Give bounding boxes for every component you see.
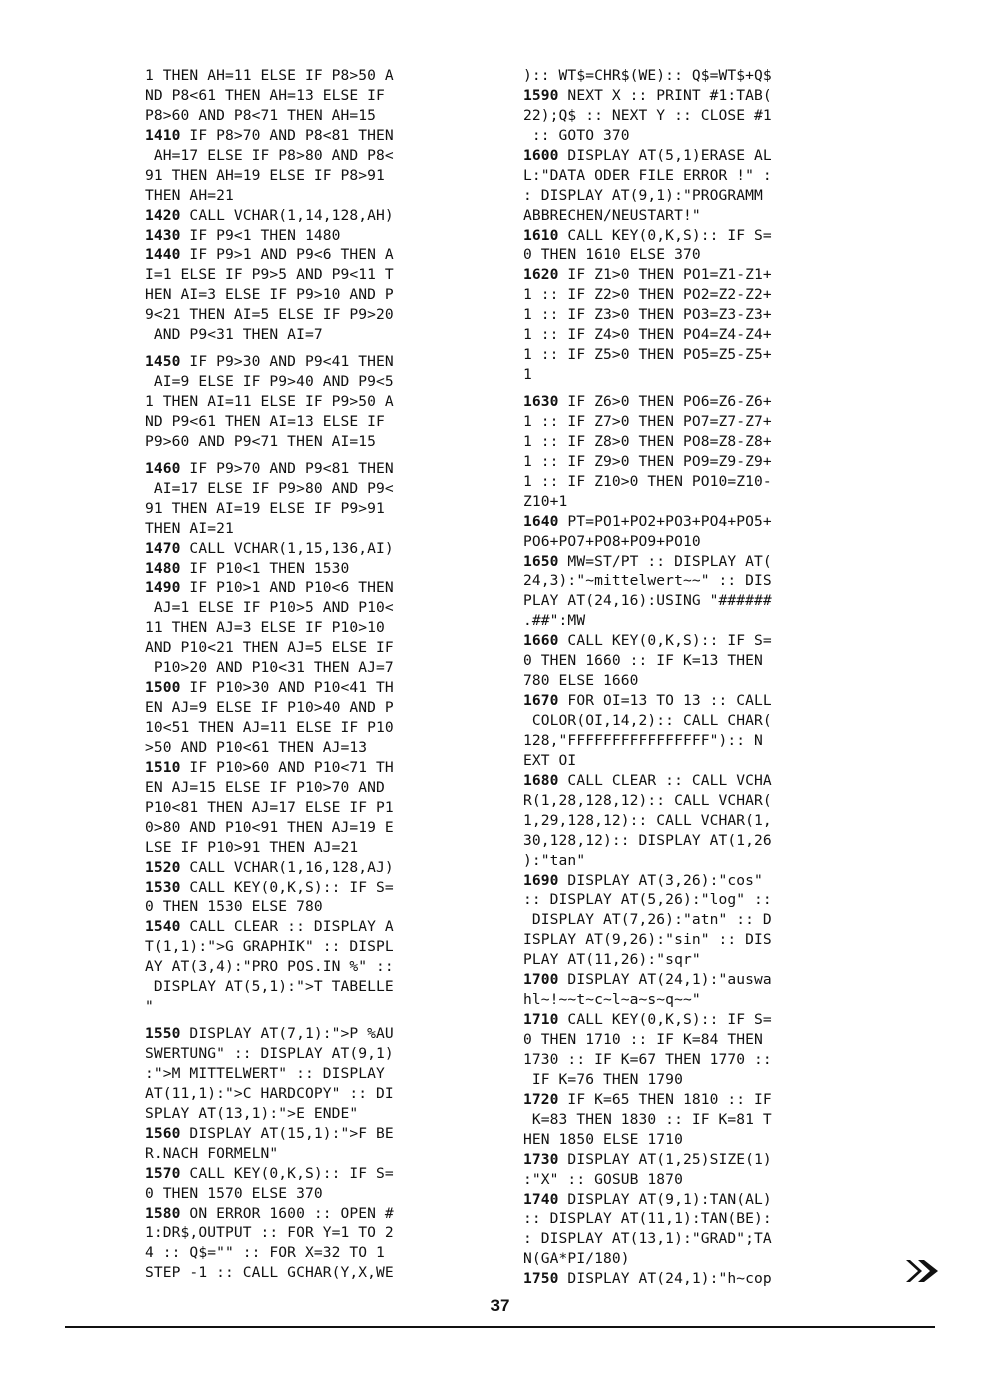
line-number: 1620 (523, 266, 559, 284)
code-text: FOR OI=13 TO 13 :: CALL (558, 692, 772, 710)
code-text: K=83 THEN 1830 :: IF K=81 T (523, 1110, 772, 1128)
code-line (523, 831, 868, 851)
line-number: 1420 (145, 206, 181, 224)
code-line (145, 1204, 490, 1224)
code-line (523, 811, 868, 831)
code-line (145, 226, 490, 246)
code-text: NEXT X :: PRINT #1:TAB( (558, 86, 772, 104)
code-line (145, 798, 490, 818)
code-text: STEP -1 :: CALL GCHAR(Y,X,WE (145, 1264, 394, 1282)
code-line (523, 532, 868, 552)
line-number: 1660 (523, 632, 559, 650)
code-line (523, 285, 868, 305)
code-line (523, 146, 868, 166)
line-number: 1580 (145, 1204, 181, 1222)
code-text: DISPLAY AT(5,1):">T TABELLE (145, 978, 394, 996)
code-line (145, 106, 490, 126)
code-line (523, 871, 868, 891)
code-text: IF P10<1 THEN 1530 (180, 559, 350, 577)
code-line (523, 930, 868, 950)
code-text: DISPLAY AT(3,26):"cos" (558, 871, 763, 889)
code-text: HEN 1850 ELSE 1710 (523, 1130, 683, 1148)
line-number: 1590 (523, 86, 559, 104)
code-line (145, 1084, 490, 1104)
code-text: ABBRECHEN/NEUSTART!" (523, 206, 701, 224)
code-line (145, 598, 490, 618)
code-line (523, 432, 868, 452)
code-line (145, 977, 490, 997)
footer-divider (65, 1326, 935, 1328)
code-line (145, 578, 490, 598)
code-text: IF P10>60 AND P10<71 TH (180, 758, 394, 776)
code-text: ON ERROR 1600 :: OPEN # (180, 1204, 394, 1222)
code-text: DISPLAY AT(24,1):"h~cop (558, 1270, 772, 1288)
code-text: 1 :: IF Z3>0 THEN PO3=Z3-Z3+ (523, 306, 772, 324)
line-number: 1720 (523, 1090, 559, 1108)
code-text: 4 :: Q$="" :: FOR X=32 TO 1 (145, 1244, 385, 1262)
code-text: :: DISPLAY AT(11,1):TAN(BE): (523, 1210, 772, 1228)
code-text: >50 AND P10<61 THEN AJ=13 (145, 738, 368, 756)
code-line (145, 858, 490, 878)
code-text: ISPLAY AT(9,26):"sin" :: DIS (523, 931, 772, 949)
code-line (523, 1190, 868, 1210)
code-line (145, 878, 490, 898)
code-line (523, 970, 868, 990)
line-number: 1470 (145, 539, 181, 557)
code-text: IF P9<1 THEN 1480 (180, 226, 341, 244)
continue-arrow-icon (904, 1258, 940, 1284)
code-text: IF P9>70 AND P9<81 THEN (180, 459, 394, 477)
code-line (145, 917, 490, 937)
code-text: AY AT(3,4):"PRO POS.IN %" :: (145, 958, 394, 976)
code-text: 1 :: IF Z5>0 THEN PO5=Z5-Z5+ (523, 346, 772, 364)
line-number: 1610 (523, 226, 559, 244)
code-line (523, 1010, 868, 1030)
code-line (523, 1269, 868, 1289)
code-text: 9<21 THEN AI=5 ELSE IF P9>20 (145, 306, 394, 324)
code-text: AND P9<31 THEN AI=7 (145, 326, 323, 344)
code-line (523, 325, 868, 345)
code-text: THEN AH=21 (145, 186, 234, 204)
code-text: DISPLAY AT(15,1):">F BE (180, 1124, 394, 1142)
code-line (145, 305, 490, 325)
line-number: 1700 (523, 971, 559, 989)
code-text: PO6+PO7+PO8+PO9+PO10 (523, 532, 701, 550)
line-number: 1540 (145, 918, 181, 936)
code-line (523, 851, 868, 871)
code-text: 1730 :: IF K=67 THEN 1770 :: (523, 1050, 772, 1068)
code-line (523, 691, 868, 711)
code-text: 1 THEN AI=11 ELSE IF P9>50 A (145, 393, 394, 410)
code-text: CALL VCHAR(1,15,136,AI) (180, 539, 394, 557)
code-text: 22);Q$ :: NEXT Y :: CLOSE #1 (523, 106, 772, 124)
code-text: ):: WT$=CHR$(WE):: Q$=WT$+Q$ (523, 67, 772, 84)
code-text: HEN AI=3 ELSE IF P9>10 AND P (145, 286, 394, 304)
code-line (523, 206, 868, 226)
code-text: 0 THEN 1610 ELSE 370 (523, 246, 701, 264)
code-text: DISPLAY AT(24,1):"auswa (558, 971, 772, 989)
code-text: 1 :: IF Z4>0 THEN PO4=Z4-Z4+ (523, 326, 772, 344)
code-line (145, 539, 490, 559)
code-text: EN AJ=15 ELSE IF P10>70 AND (145, 778, 385, 796)
code-line (145, 146, 490, 166)
code-line (523, 392, 868, 412)
code-line (523, 1249, 868, 1269)
line-number: 1520 (145, 858, 181, 876)
code-text: 0 THEN 1710 :: IF K=84 THEN (523, 1031, 763, 1048)
line-number: 1730 (523, 1150, 559, 1168)
code-text: 0 THEN 1530 ELSE 780 (145, 898, 323, 916)
code-line (145, 245, 490, 265)
code-line (145, 1223, 490, 1243)
code-line (523, 1110, 868, 1130)
line-number: 1510 (145, 758, 181, 776)
code-line (523, 1170, 868, 1190)
line-number: 1550 (145, 1025, 181, 1043)
code-line (523, 910, 868, 930)
line-number: 1480 (145, 559, 181, 577)
code-line (523, 412, 868, 432)
code-text: MW=ST/PT :: DISPLAY AT( (558, 552, 772, 570)
code-text: 1,29,128,12):: CALL VCHAR(1, (523, 811, 772, 829)
code-line (523, 345, 868, 365)
line-number: 1570 (145, 1164, 181, 1182)
code-line (523, 751, 868, 771)
code-line (145, 1144, 490, 1164)
code-line (523, 365, 868, 385)
code-line (523, 106, 868, 126)
code-text: COLOR(OI,14,2):: CALL CHAR( (523, 712, 772, 729)
code-text: R(1,28,128,12):: CALL VCHAR( (523, 791, 772, 809)
code-line (145, 559, 490, 579)
code-line (523, 1130, 868, 1150)
line-number: 1560 (145, 1124, 181, 1142)
code-text: :: GOTO 370 (523, 126, 630, 144)
code-text: IF K=65 THEN 1810 :: IF (558, 1090, 772, 1108)
code-text: 780 ELSE 1660 (523, 672, 639, 690)
code-line (145, 479, 490, 499)
code-text: IF Z6>0 THEN PO6=Z6-Z6+ (558, 393, 772, 410)
code-text: .##":MW (523, 612, 586, 630)
code-text: CALL KEY(0,K,S):: IF S= (180, 1164, 394, 1182)
code-text: : DISPLAY AT(9,1):"PROGRAMM (523, 186, 763, 204)
code-line (523, 631, 868, 651)
code-text: SWERTUNG" :: DISPLAY AT(9,1) (145, 1045, 394, 1062)
code-text: AI=17 ELSE IF P9>80 AND P9< (145, 479, 394, 497)
code-line (523, 126, 868, 146)
code-line (523, 512, 868, 532)
line-number: 1410 (145, 126, 181, 144)
code-line (145, 372, 490, 392)
code-text: 10<51 THEN AJ=11 ELSE IF P10 (145, 719, 394, 736)
code-text: 1 THEN AH=11 ELSE IF P8>50 A (145, 67, 394, 84)
code-line (523, 1090, 868, 1110)
code-line (523, 305, 868, 325)
code-text: 91 THEN AI=19 ELSE IF P9>91 (145, 499, 385, 517)
code-text: N(GA*PI/180) (523, 1250, 630, 1268)
code-line (523, 472, 868, 492)
code-line (145, 698, 490, 718)
page-number: 37 (490, 1296, 510, 1315)
code-text: CALL KEY(0,K,S):: IF S= (180, 878, 394, 896)
code-text: : DISPLAY AT(13,1):"GRAD";TA (523, 1230, 772, 1248)
code-text: AND P10<21 THEN AJ=5 ELSE IF (145, 639, 394, 657)
code-text: DISPLAY AT(7,26):"atn" :: D (523, 911, 772, 929)
code-text: IF K=76 THEN 1790 (523, 1070, 683, 1088)
code-text: I=1 ELSE IF P9>5 AND P9<11 T (145, 266, 394, 284)
code-text: SPLAY AT(13,1):">E ENDE" (145, 1104, 359, 1122)
code-text: EN AJ=9 ELSE IF P10>40 AND P (145, 699, 394, 717)
code-text: 1 :: IF Z8>0 THEN PO8=Z8-Z8+ (523, 432, 772, 450)
right-code-column (523, 66, 868, 1289)
code-line (523, 86, 868, 106)
code-line (145, 758, 490, 778)
line-number: 1650 (523, 552, 559, 570)
line-number: 1680 (523, 771, 559, 789)
code-text: ND P8<61 THEN AH=13 ELSE IF (145, 86, 385, 104)
code-text: 128,"FFFFFFFFFFFFFFFF"):: N (523, 731, 763, 749)
line-number: 1750 (523, 1270, 559, 1288)
line-number: 1640 (523, 512, 559, 530)
code-line (523, 1030, 868, 1050)
code-line (523, 66, 868, 86)
code-text: P10>20 AND P10<31 THEN AJ=7 (145, 659, 394, 677)
code-line (145, 937, 490, 957)
line-number: 1630 (523, 393, 559, 410)
code-text: DISPLAY AT(5,1)ERASE AL (558, 146, 772, 164)
code-text: THEN AI=21 (145, 519, 234, 537)
line-number: 1530 (145, 878, 181, 896)
code-line (523, 791, 868, 811)
code-line (145, 126, 490, 146)
code-text: P8>60 AND P8<71 THEN AH=15 (145, 106, 377, 124)
code-text: 1 :: IF Z9>0 THEN PO9=Z9-Z9+ (523, 452, 772, 470)
code-text: IF P10>1 AND P10<6 THEN (180, 579, 394, 597)
line-number: 1690 (523, 871, 559, 889)
code-text: CALL CLEAR :: CALL VCHA (558, 771, 772, 789)
code-line (145, 86, 490, 106)
code-line (145, 499, 490, 519)
code-line (523, 1229, 868, 1249)
code-line (523, 651, 868, 671)
code-line (523, 186, 868, 206)
code-text: AJ=1 ELSE IF P10>5 AND P10< (145, 599, 394, 617)
code-line (523, 771, 868, 791)
code-line (145, 618, 490, 638)
code-text: IF P9>30 AND P9<41 THEN (180, 353, 394, 371)
code-line (145, 1184, 490, 1204)
code-line (145, 459, 490, 479)
code-line (145, 186, 490, 206)
code-text: LSE IF P10>91 THEN AJ=21 (145, 838, 359, 856)
code-line (145, 166, 490, 186)
code-line (523, 452, 868, 472)
code-text: 11 THEN AJ=3 ELSE IF P10>10 (145, 619, 385, 637)
code-line (145, 957, 490, 977)
code-text: P10<81 THEN AJ=17 ELSE IF P1 (145, 798, 394, 816)
code-text: CALL VCHAR(1,16,128,AJ) (180, 858, 394, 876)
code-text: CALL KEY(0,K,S):: IF S= (558, 226, 772, 244)
code-line (523, 731, 868, 751)
code-line (523, 492, 868, 512)
code-text: DISPLAY AT(1,25)SIZE(1) (558, 1150, 772, 1168)
code-line (523, 1209, 868, 1229)
code-text: R.NACH FORMELN" (145, 1144, 279, 1162)
code-line (523, 552, 868, 572)
code-text: AH=17 ELSE IF P8>80 AND P8< (145, 146, 394, 164)
code-text: 1 (523, 366, 532, 384)
line-number: 1490 (145, 579, 181, 597)
line-number: 1500 (145, 679, 181, 697)
code-line (523, 611, 868, 631)
code-text: EXT OI (523, 751, 577, 769)
code-text: P9>60 AND P9<71 THEN AI=15 (145, 432, 377, 450)
code-line (145, 265, 490, 285)
code-text: 91 THEN AH=19 ELSE IF P8>91 (145, 166, 385, 184)
code-text: 1 :: IF Z10>0 THEN PO10=Z10- (523, 472, 772, 490)
code-line (523, 591, 868, 611)
left-code-column (145, 66, 490, 1283)
code-line (523, 166, 868, 186)
code-line (145, 838, 490, 858)
code-text: 1 :: IF Z2>0 THEN PO2=Z2-Z2+ (523, 286, 772, 304)
line-number: 1440 (145, 246, 181, 264)
code-text: PT=PO1+PO2+PO3+PO4+PO5+ (558, 512, 772, 530)
code-line (145, 519, 490, 539)
code-line (523, 226, 868, 246)
code-text: AI=9 ELSE IF P9>40 AND P9<5 (145, 373, 394, 391)
code-text: Z10+1 (523, 492, 568, 510)
code-text: L:"DATA ODER FILE ERROR !" : (523, 166, 772, 184)
code-text: T(1,1):">G GRAPHIK" :: DISPL (145, 938, 394, 956)
code-text: 30,128,12):: DISPLAY AT(1,26 (523, 831, 772, 849)
code-line (523, 950, 868, 970)
code-text: 1 :: IF Z7>0 THEN PO7=Z7-Z7+ (523, 412, 772, 430)
code-line (523, 1150, 868, 1170)
code-line (145, 1124, 490, 1144)
code-line (145, 325, 490, 345)
code-line (145, 718, 490, 738)
code-text: IF P10>30 AND P10<41 TH (180, 679, 394, 697)
code-line (145, 778, 490, 798)
code-text: :">M MITTELWERT" :: DISPLAY (145, 1064, 385, 1082)
code-line (145, 1024, 490, 1044)
code-text: hl~!~~t~c~l~a~s~q~~" (523, 991, 701, 1009)
code-line (145, 638, 490, 658)
code-text: 0 THEN 1570 ELSE 370 (145, 1184, 323, 1202)
code-line (523, 265, 868, 285)
code-line (523, 671, 868, 691)
code-line (523, 1070, 868, 1090)
code-line (523, 990, 868, 1010)
code-text: DISPLAY AT(7,1):">P %AU (180, 1025, 394, 1043)
code-line (145, 1243, 490, 1263)
code-line (145, 897, 490, 917)
code-text: 0>80 AND P10<91 THEN AJ=19 E (145, 818, 394, 836)
code-text: IF P9>1 AND P9<6 THEN A (180, 246, 394, 264)
code-line (145, 285, 490, 305)
line-number: 1430 (145, 226, 181, 244)
code-text: DISPLAY AT(9,1):TAN(AL) (558, 1190, 772, 1208)
code-line (523, 245, 868, 265)
code-text: AT(11,1):">C HARDCOPY" :: DI (145, 1084, 394, 1102)
code-text: 24,3):"~mittelwert~~" :: DIS (523, 572, 772, 590)
code-text: IF P8>70 AND P8<81 THEN (180, 126, 394, 144)
code-text: :"X" :: GOSUB 1870 (523, 1170, 683, 1188)
code-text: 0 THEN 1660 :: IF K=13 THEN (523, 652, 763, 670)
code-line (523, 890, 868, 910)
code-line (145, 818, 490, 838)
code-text: CALL KEY(0,K,S):: IF S= (558, 632, 772, 650)
code-text: ):"tan" (523, 851, 586, 869)
code-line (145, 1064, 490, 1084)
line-number: 1740 (523, 1190, 559, 1208)
code-line (523, 571, 868, 591)
code-line (145, 1044, 490, 1064)
code-text: PLAY AT(24,16):USING "###### (523, 592, 772, 610)
code-line (523, 711, 868, 731)
code-line (523, 1050, 868, 1070)
code-line (145, 412, 490, 432)
code-line (145, 1104, 490, 1124)
line-number: 1710 (523, 1011, 559, 1029)
code-line (145, 432, 490, 452)
line-number: 1670 (523, 692, 559, 710)
code-text: " (145, 998, 154, 1016)
code-line (145, 997, 490, 1017)
code-text: IF Z1>0 THEN PO1=Z1-Z1+ (558, 266, 772, 284)
code-text: CALL KEY(0,K,S):: IF S= (558, 1011, 772, 1029)
code-line (145, 1263, 490, 1283)
code-line (145, 678, 490, 698)
code-line (145, 1164, 490, 1184)
code-line (145, 392, 490, 412)
code-text: CALL CLEAR :: DISPLAY A (180, 918, 394, 936)
code-text: PLAY AT(11,26):"sqr" (523, 951, 701, 969)
code-line (145, 352, 490, 372)
line-number: 1450 (145, 353, 181, 371)
code-line (145, 738, 490, 758)
code-text: :: DISPLAY AT(5,26):"log" :: (523, 891, 772, 909)
code-text: 1:DR$,OUTPUT :: FOR Y=1 TO 2 (145, 1224, 394, 1242)
code-text: ND P9<61 THEN AI=13 ELSE IF (145, 412, 385, 430)
line-number: 1460 (145, 459, 181, 477)
code-line (145, 206, 490, 226)
code-line (145, 658, 490, 678)
line-number: 1600 (523, 146, 559, 164)
code-line (145, 66, 490, 86)
code-text: CALL VCHAR(1,14,128,AH) (180, 206, 394, 224)
